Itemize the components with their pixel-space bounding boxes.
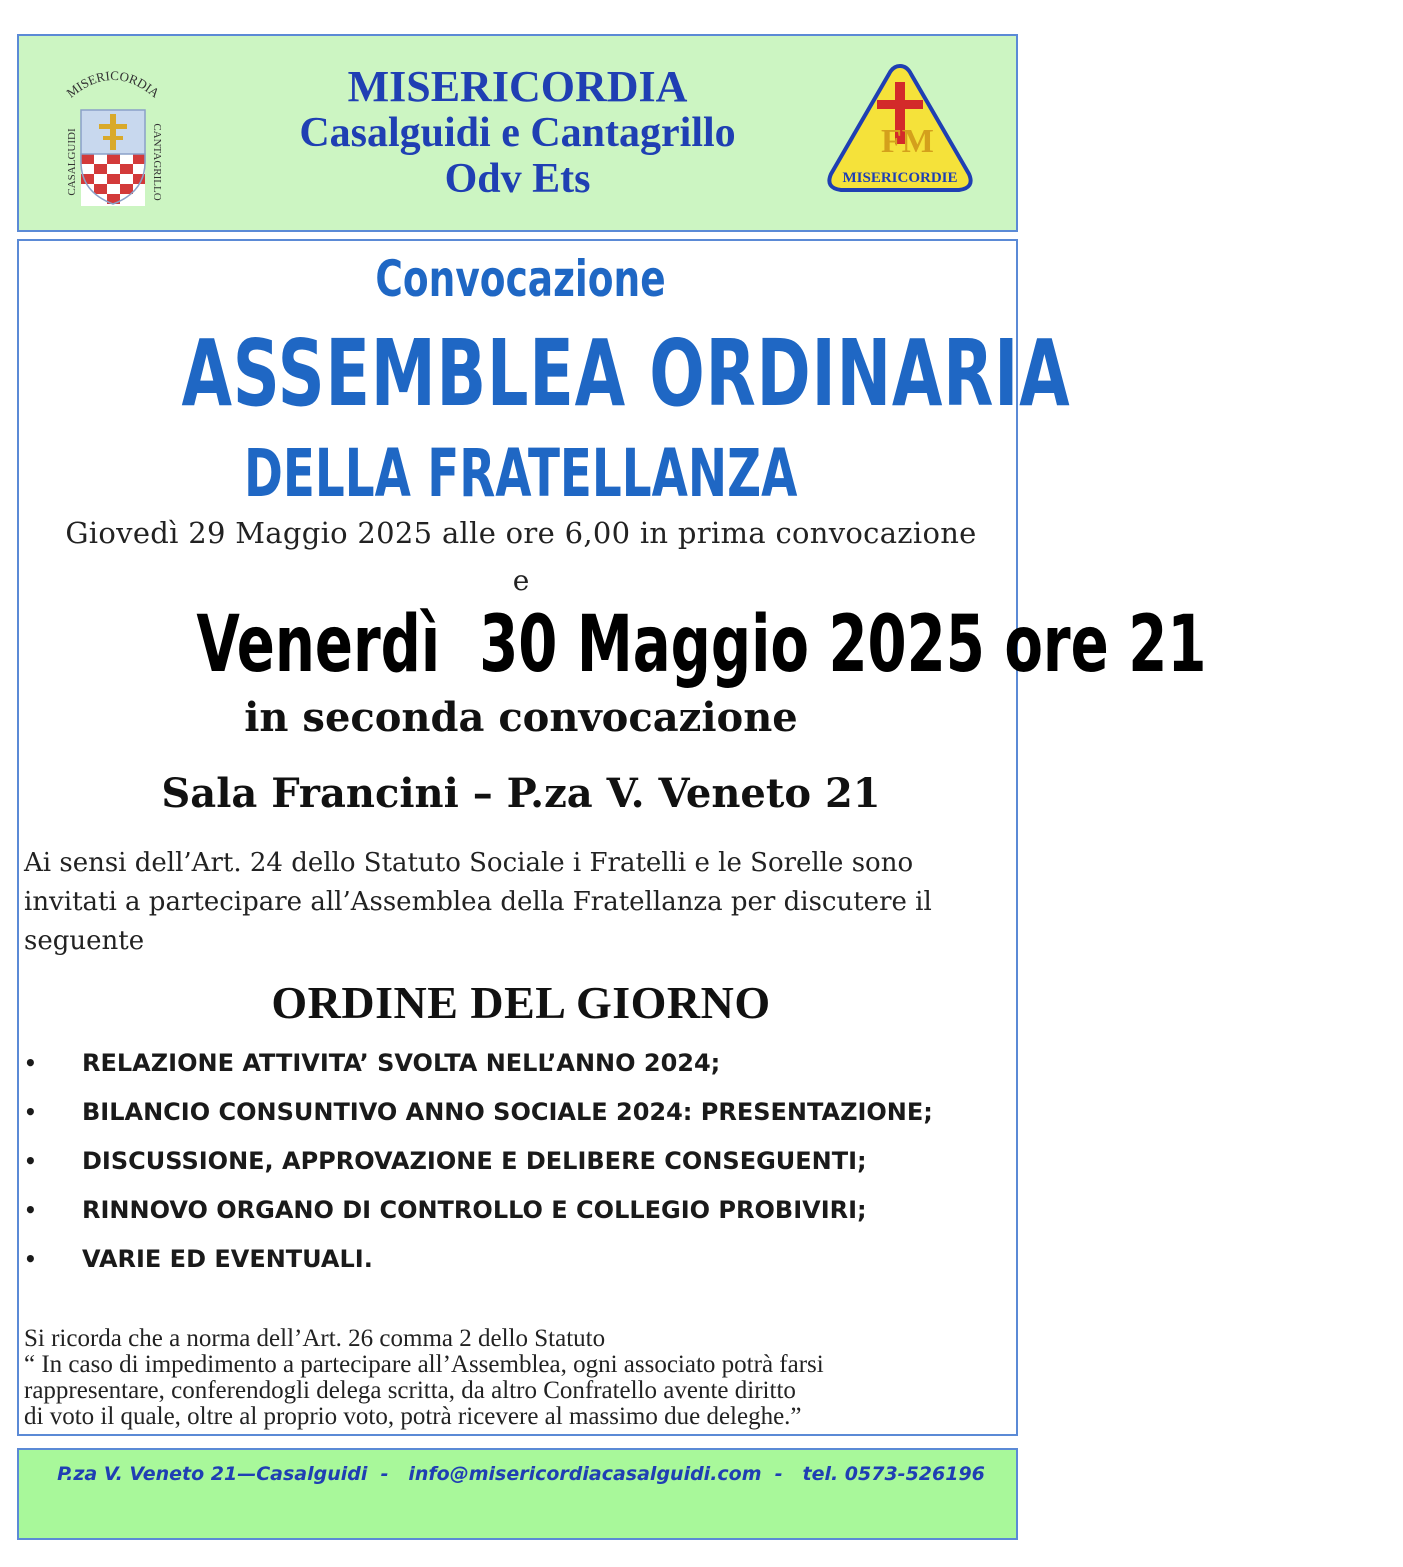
org-name-line2: Casalguidi e Cantagrillo <box>299 110 736 156</box>
bullet-icon: • <box>24 1247 37 1271</box>
second-call-text: in seconda convocazione <box>244 694 798 741</box>
list-item: • RINNOVO ORGANO DI CONTROLLO E COLLEGIO PROBIVIRI; <box>24 1190 1014 1239</box>
second-date: Venerdì 30 Maggio 2025 ore 21 <box>196 600 1207 690</box>
bullet-icon: • <box>24 1198 37 1222</box>
convocazione-heading: Convocazione <box>375 250 667 308</box>
list-item: • VARIE ED EVENTUALI. <box>24 1239 1014 1288</box>
bullet-icon: • <box>24 1149 37 1173</box>
note-line: di voto il quale, oltre al proprio voto, potrà ricevere al massimo due deleghe.” <box>24 1403 802 1430</box>
statute-note <box>24 1326 1024 1430</box>
crest-arc-text: MISERICORDIA <box>63 67 163 101</box>
assembly-title: ASSEMBLEA ORDINARIA <box>181 320 1071 427</box>
org-title <box>169 64 866 202</box>
list-item: • RELAZIONE ATTIVITA’ SVOLTA NELL’ANNO 2024; <box>24 1043 1014 1092</box>
note-line: “ In caso di impedimento a partecipare all’Assemblea, ogni associato potrà farsi <box>24 1351 824 1378</box>
svg-text:MISERICORDIA <box>63 68 163 101</box>
conjunction-text: e <box>512 564 530 597</box>
first-call-text: Giovedì 29 Maggio 2025 alle ore 6,00 in prima convocazione <box>65 516 977 550</box>
bullet-icon: • <box>24 1051 37 1075</box>
misericordie-triangle-logo-icon <box>825 62 975 197</box>
bullet-icon: • <box>24 1100 37 1124</box>
footer-box <box>17 1448 1018 1540</box>
note-line: Si ricorda che a norma dell’Art. 26 comma 2 dello Statuto <box>24 1325 606 1352</box>
logo-label: MISERICORDIE <box>842 170 958 186</box>
note-line: rappresentare, conferendogli delega scritta, da altro Confratello avente diritto <box>24 1377 796 1404</box>
list-item: • DISCUSSIONE, APPROVAZIONE E DELIBERE CONSEGUENTI; <box>24 1141 1014 1190</box>
intro-line: seguente <box>24 926 145 956</box>
venue-text: Sala Francini – P.za V. Veneto 21 <box>161 770 881 817</box>
list-item: • BILANCIO CONSUNTIVO ANNO SOCIALE 2024: PRESENTAZIONE; <box>24 1092 1014 1141</box>
crest-side-right-text: CANTAGRILLO <box>151 123 163 201</box>
misericordia-crest-icon <box>53 62 173 212</box>
intro-paragraph <box>24 844 1014 961</box>
footer-contact: P.za V. Veneto 21—Casalguidi - info@misericordiacasalguidi.com - tel. 0573-526196 <box>57 1463 985 1485</box>
logo-letters: FM <box>881 123 934 160</box>
agenda-title: ORDINE DEL GIORNO <box>271 977 771 1028</box>
agenda-list <box>24 1043 1014 1288</box>
assembly-subtitle: DELLA FRATELLANZA <box>244 435 798 512</box>
org-name-line3: Odv Ets <box>444 156 591 202</box>
org-name-line1: MISERICORDIA <box>347 62 688 111</box>
intro-line: invitati a partecipare all’Assemblea della Fratellanza per discutere il <box>24 887 932 917</box>
intro-line: Ai sensi dell’Art. 24 dello Statuto Sociale i Fratelli e le Sorelle sono <box>24 848 914 878</box>
crest-side-left-text: CASALGUIDI <box>66 128 78 196</box>
header-box <box>17 34 1018 232</box>
